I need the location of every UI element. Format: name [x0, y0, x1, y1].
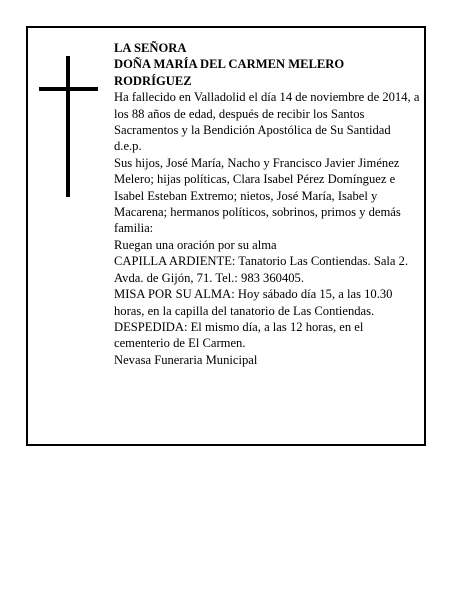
wake-info: CAPILLA ARDIENTE: Tanatorio Las Contiendas. Sala 2. Avda. de Gijón, 71. Tel.: 983 360405. [114, 254, 409, 285]
dep-abbreviation: d.e.p. [114, 139, 142, 154]
mass-info: MISA POR SU ALMA: Hoy sábado día 15, a las 10.30 horas, en la capilla del tanatorio de Las Contiendas. [114, 287, 393, 318]
farewell-info: DESPEDIDA: El mismo día, a las 12 horas, en el cementerio de El Carmen. [114, 319, 364, 351]
death-announcement: Ha fallecido en Valladolid el día 14 de noviembre de 2014, a los 88 años de edad, después de recibir los Santos Sacramentos y la Bendición Apostólica de Su Santidad [114, 90, 420, 138]
notice-title-line-2: DOÑA MARÍA DEL CARMEN MELERO RODRÍGUEZ [114, 57, 345, 88]
cross-icon-horizontal-bar [39, 87, 98, 91]
prayer-request: Ruegan una oración por su alma [114, 237, 277, 252]
notice-text [114, 40, 422, 368]
family-list: Sus hijos, José María, Nacho y Francisco Javier Jiménez Melero; hijas políticas, Clara Isabel Pérez Domínguez e Isabel Esteban Extremo; nietos, José María, Isabel y Macarena; hermanos políticos, sobrinos, primos y demás familia: [114, 155, 401, 236]
cross-icon-vertical-bar [66, 56, 70, 197]
obituary-notice [26, 26, 426, 446]
notice-title-line-1: LA SEÑORA [114, 41, 187, 55]
funeral-home: Nevasa Funeraria Municipal [114, 352, 258, 367]
